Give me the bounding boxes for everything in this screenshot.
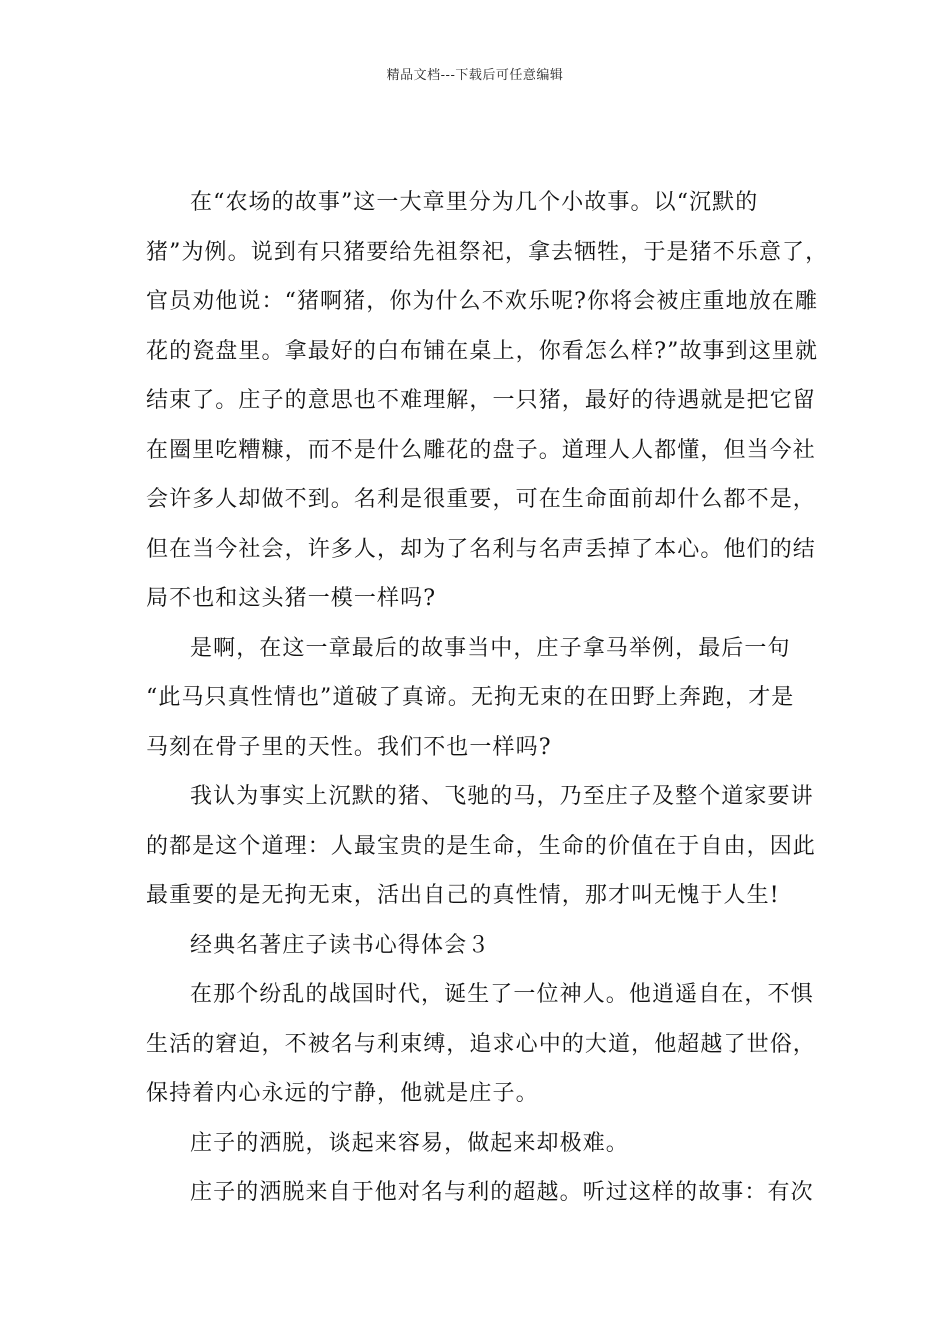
text-line: 在圈里吃糟糠，而不是什么雕花的盘子。道理人人都懂，但当今社 xyxy=(146,437,816,463)
text-line: 最重要的是无拘无束，活出自己的真性情，那才叫无愧于人生! xyxy=(146,883,780,908)
page-header: 精品文档---下载后可任意编辑 xyxy=(386,68,564,83)
paragraph-transcendence xyxy=(146,1168,814,1218)
text-line: 官员劝他说：“猪啊猪，你为什么不欢乐呢?你将会被庄重地放在雕 xyxy=(146,289,819,314)
text-line: 马刻在骨子里的天性。我们不也一样吗? xyxy=(146,734,552,760)
text-line: 花的瓷盘里。拿最好的白布铺在桌上，你看怎么样?”故事到这里就 xyxy=(146,338,819,364)
paragraph-warring-states xyxy=(146,970,816,1119)
text-line: 在那个纷乱的战国时代，诞生了一位神人。他逍遥自在，不惧 xyxy=(190,982,814,1007)
text-line: 是啊，在这一章最后的故事当中，庄子拿马举例，最后一句 xyxy=(190,635,791,661)
text-line: 局不也和这头猪一模一样吗? xyxy=(146,586,437,611)
text-line: 生活的窘迫，不被名与利束缚，追求心中的大道，他超越了世俗， xyxy=(146,1031,816,1057)
paragraph-silent-pig xyxy=(146,178,829,624)
text-line: 但在当今社会，许多人，却为了名利与名声丢掉了本心。他们的结 xyxy=(146,536,816,562)
paragraph-unrestrained xyxy=(146,1119,810,1169)
paragraph-conclusion xyxy=(146,772,816,921)
text-line: 庄子的洒脱，谈起来容易，做起来却极难。 xyxy=(190,1130,629,1156)
text-line: 会许多人却做不到。名利是很重要，可在生命面前却什么都不是， xyxy=(146,487,816,512)
text-line: 在“农场的故事”这一大章里分为几个小故事。以“沉默的 xyxy=(190,190,759,215)
section-heading xyxy=(146,921,810,971)
text-line: 我认为事实上沉默的猪、飞驰的马，乃至庄子及整个道家要讲 xyxy=(190,784,814,809)
text-line: 猪”为例。说到有只猪要给先祖祭祀，拿去牺牲，于是猪不乐意了， xyxy=(146,239,829,265)
text-line: “此马只真性情也”道破了真谛。无拘无束的在田野上奔跑，才是 xyxy=(146,685,795,710)
text-line: 的都是这个道理：人最宝贵的是生命，生命的价值在于自由，因此 xyxy=(146,833,816,859)
document-body xyxy=(146,178,829,1218)
text-line: 保持着内心永远的宁静，他就是庄子。 xyxy=(146,1081,539,1106)
paragraph-horse xyxy=(146,624,810,773)
text-line: 结束了。庄子的意思也不难理解，一只猪，最好的待遇就是把它留 xyxy=(146,388,816,413)
text-line: 庄子的洒脱来自于他对名与利的超越。听过这样的故事：有次 xyxy=(190,1180,814,1205)
section-title: 经典名著庄子读书心得体会３ xyxy=(190,932,491,958)
